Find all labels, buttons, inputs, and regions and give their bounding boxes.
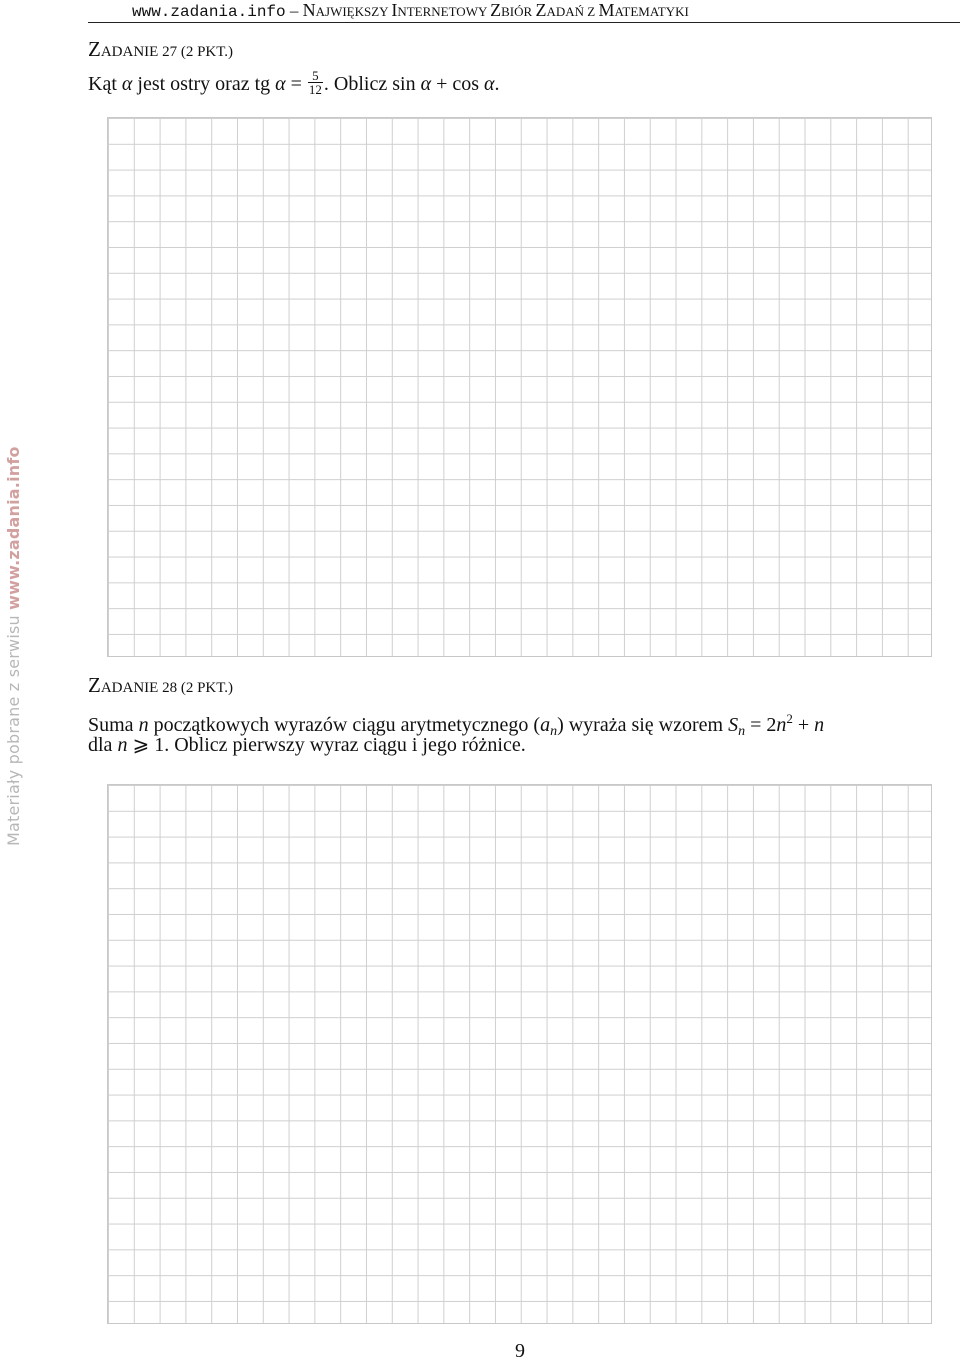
watermark-brand-link[interactable]: www.zadania.info: [4, 446, 23, 610]
task-28-line2-b: ⩾ 1. Oblicz pierwszy wyraz ciągu i jego różnice.: [127, 734, 526, 756]
task-28-line1-c: ) wyraża się wzorem: [557, 714, 729, 736]
fraction-denominator: 12: [308, 81, 322, 97]
header-title-initial: N: [302, 0, 316, 20]
task-28-text-line2: [88, 731, 526, 759]
page-header: [132, 0, 689, 22]
equals-sign: =: [285, 73, 307, 95]
fraction-numerator: 5: [308, 69, 323, 83]
n-symbol: n: [814, 714, 825, 736]
header-rule: [88, 22, 960, 23]
task-27-title: [88, 36, 233, 65]
task-27-points: (2 PKT.): [180, 44, 234, 60]
a-symbol: a: [540, 714, 551, 736]
header-title-initial: M: [598, 0, 615, 20]
n-symbol: n: [776, 714, 787, 736]
task-27-text-b: jest ostry oraz tg: [132, 73, 276, 95]
task-27-end: .: [494, 73, 500, 95]
header-title-initial: Z: [490, 0, 502, 20]
alpha-symbol: α: [420, 73, 432, 95]
answer-grid-28[interactable]: [107, 784, 932, 1324]
task-27-text-a: Kąt: [88, 73, 122, 95]
header-title-initial: Z: [535, 0, 547, 20]
task-28-line1-d: = 2: [745, 714, 777, 736]
header-dash: –: [285, 1, 303, 20]
n-subscript: n: [738, 724, 746, 739]
header-title: [303, 1, 689, 20]
header-title-rest: NTERNETOWY: [397, 4, 491, 19]
alpha-symbol: α: [121, 73, 133, 95]
task-27-text: [88, 67, 500, 99]
page-number: 9: [515, 1340, 525, 1362]
header-title-rest: ATEMATYKI: [614, 4, 689, 19]
header-title-rest: AJWIĘKSZY: [315, 4, 392, 19]
answer-grid-27[interactable]: [107, 117, 932, 657]
n-subscript: n: [550, 724, 558, 739]
task-28-line1-e: +: [792, 714, 815, 736]
task-27-title-initial: Z: [88, 37, 101, 61]
header-title-rest: ADAŃ Z: [546, 4, 599, 19]
n-symbol: n: [138, 714, 149, 736]
header-url[interactable]: www.zadania.info: [132, 3, 286, 21]
task-28-line2-a: dla: [88, 734, 118, 756]
task-27-text-c: . Oblicz sin: [323, 73, 421, 95]
fraction: [308, 69, 323, 96]
task-27-plus-cos: + cos: [431, 73, 485, 95]
header-title-initial: I: [391, 0, 398, 20]
side-watermark: [4, 446, 23, 846]
task-28-title-initial: Z: [88, 673, 101, 697]
task-28-title-rest: ADANIE 28: [100, 680, 181, 696]
task-28-line1-b: początkowych wyrazów ciągu arytmetycznego (: [148, 714, 541, 736]
n-symbol: n: [117, 734, 128, 756]
task-28-line1-a: Suma: [88, 714, 139, 736]
alpha-symbol: α: [275, 73, 286, 95]
exponent: 2: [786, 711, 793, 726]
alpha-symbol: α: [484, 73, 495, 95]
task-28-points: (2 PKT.): [180, 680, 234, 696]
task-27-title-rest: ADANIE 27: [100, 44, 181, 60]
watermark-text: Materiały pobrane z serwisu: [4, 609, 23, 846]
s-symbol: S: [728, 714, 739, 736]
header-title-rest: BIÓR: [501, 4, 536, 19]
task-28-title: [88, 672, 233, 701]
